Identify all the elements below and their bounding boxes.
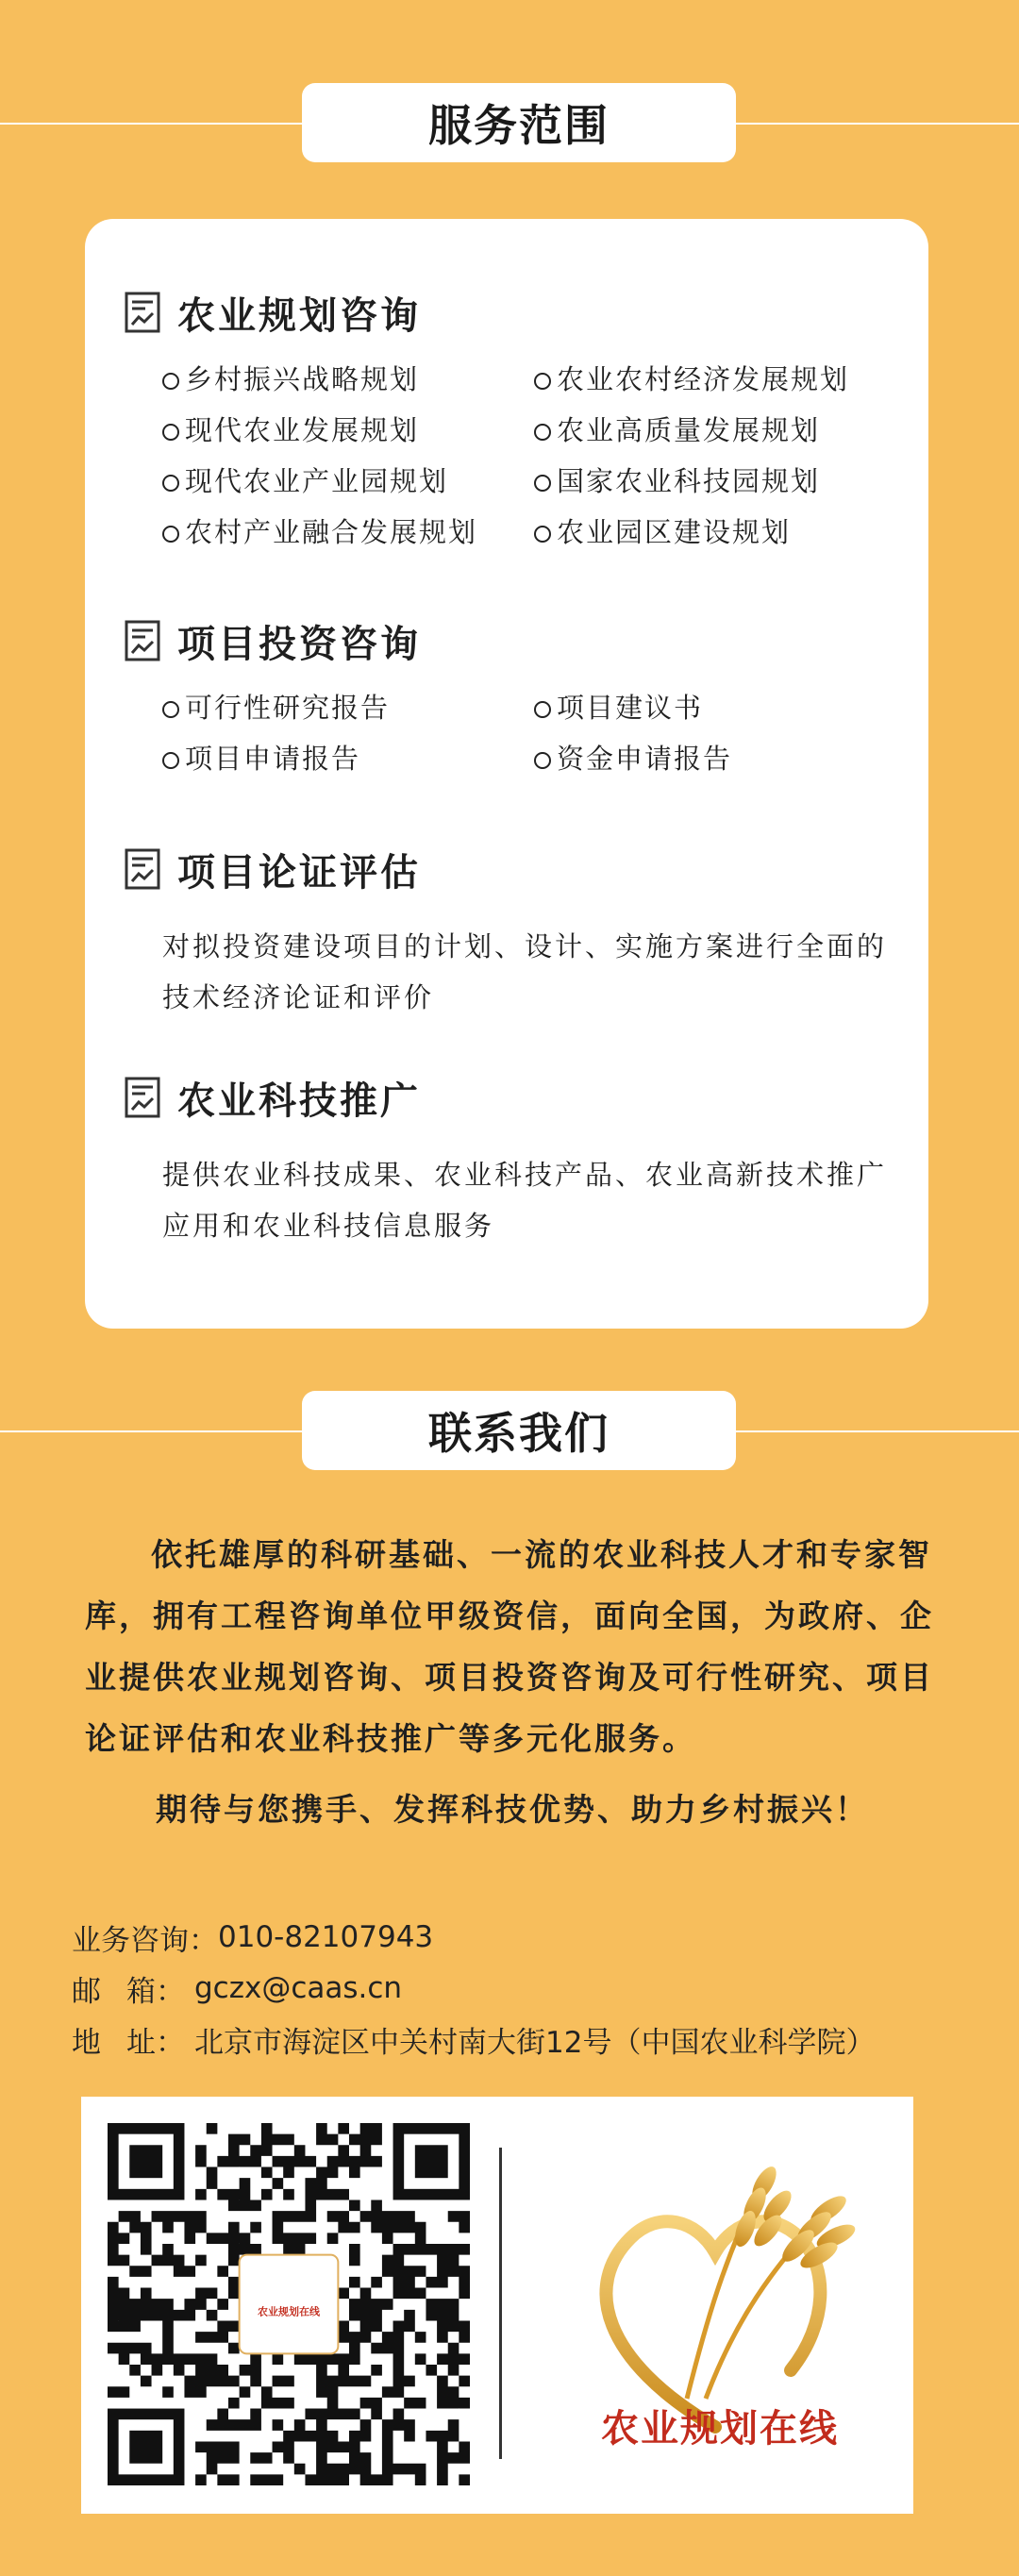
category-planning	[125, 287, 917, 547]
email-label: 邮 箱：	[72, 1974, 185, 2009]
address-text: 北京市海淀区中关村南大街12号（中国农业科学院）	[194, 2025, 876, 2060]
bullet-icon	[534, 752, 551, 769]
category-description: 提供农业科技成果、农业科技产品、农业高新技术推广应用和农业科技信息服务	[162, 1159, 888, 1242]
service-item: 国家农业科技园规划	[534, 460, 820, 498]
category-evaluation	[125, 844, 898, 1023]
phone-label: 业务咨询：	[72, 1923, 218, 1958]
qr-code[interactable]	[108, 2123, 470, 2485]
service-item: 项目申请报告	[162, 738, 360, 776]
bullet-icon	[534, 424, 551, 441]
chart-document-icon	[125, 1077, 160, 1118]
section-title-services: 服务范围	[302, 83, 736, 162]
service-item: 农业高质量发展规划	[534, 410, 820, 447]
bullet-icon	[162, 526, 179, 543]
section-title-contact: 联系我们	[302, 1391, 736, 1470]
bullet-icon	[162, 373, 179, 390]
service-item: 农业园区建设规划	[534, 511, 791, 549]
service-item: 现代农业产业园规划	[162, 460, 448, 498]
contact-info	[72, 1912, 875, 2065]
wheat-heart-logo	[545, 2116, 894, 2493]
chart-document-icon	[125, 292, 160, 333]
qr-center-text: 农业规划在线	[258, 2305, 320, 2318]
category-title: 农业规划咨询	[177, 293, 421, 338]
vertical-divider	[499, 2148, 502, 2459]
service-item: 项目建议书	[534, 687, 703, 725]
category-title: 项目投资咨询	[177, 621, 421, 666]
service-item: 现代农业发展规划	[162, 410, 419, 447]
email-row	[72, 1963, 875, 2014]
category-description: 对拟投资建设项目的计划、设计、实施方案进行全面的技术经济论证和评价	[162, 930, 888, 1013]
slogan: 期待与您携手、发挥科技优势、助力乡村振兴！	[156, 1791, 869, 1828]
phone-row	[72, 1912, 875, 1963]
intro-paragraph: 依托雄厚的科研基础、一流的农业科技人才和专家智库，拥有工程咨询单位甲级资信，面向全国，为政府、企业提供农业规划咨询、项目投资咨询及可行性研究、项目论证评估和农业科技推广等多元化服务。	[85, 1536, 934, 1757]
bullet-icon	[534, 373, 551, 390]
category-investment	[125, 615, 917, 781]
address-label: 地 址：	[72, 2025, 185, 2060]
bullet-icon	[162, 424, 179, 441]
bullet-icon	[162, 475, 179, 492]
service-item: 农村产业融合发展规划	[162, 511, 477, 549]
bullet-icon	[534, 701, 551, 718]
service-item: 资金申请报告	[534, 738, 732, 776]
services-card	[85, 219, 928, 1329]
service-item: 可行性研究报告	[162, 687, 390, 725]
category-title: 项目论证评估	[177, 849, 421, 895]
chart-document-icon	[125, 620, 160, 661]
category-promotion	[125, 1072, 898, 1251]
bullet-icon	[162, 701, 179, 718]
address-row	[72, 2014, 875, 2065]
service-item: 乡村振兴战略规划	[162, 359, 419, 396]
bullet-icon	[162, 752, 179, 769]
category-title: 农业科技推广	[177, 1078, 421, 1123]
qr-logo-panel	[81, 2097, 913, 2514]
bullet-icon	[534, 526, 551, 543]
bullet-icon	[534, 475, 551, 492]
logo-text: 农业规划在线	[601, 2407, 839, 2451]
chart-document-icon	[125, 848, 160, 890]
phone-number[interactable]: 010-82107943	[218, 1920, 434, 1954]
service-item: 农业农村经济发展规划	[534, 359, 849, 396]
email-link[interactable]: gczx@caas.cn	[194, 1971, 403, 2005]
